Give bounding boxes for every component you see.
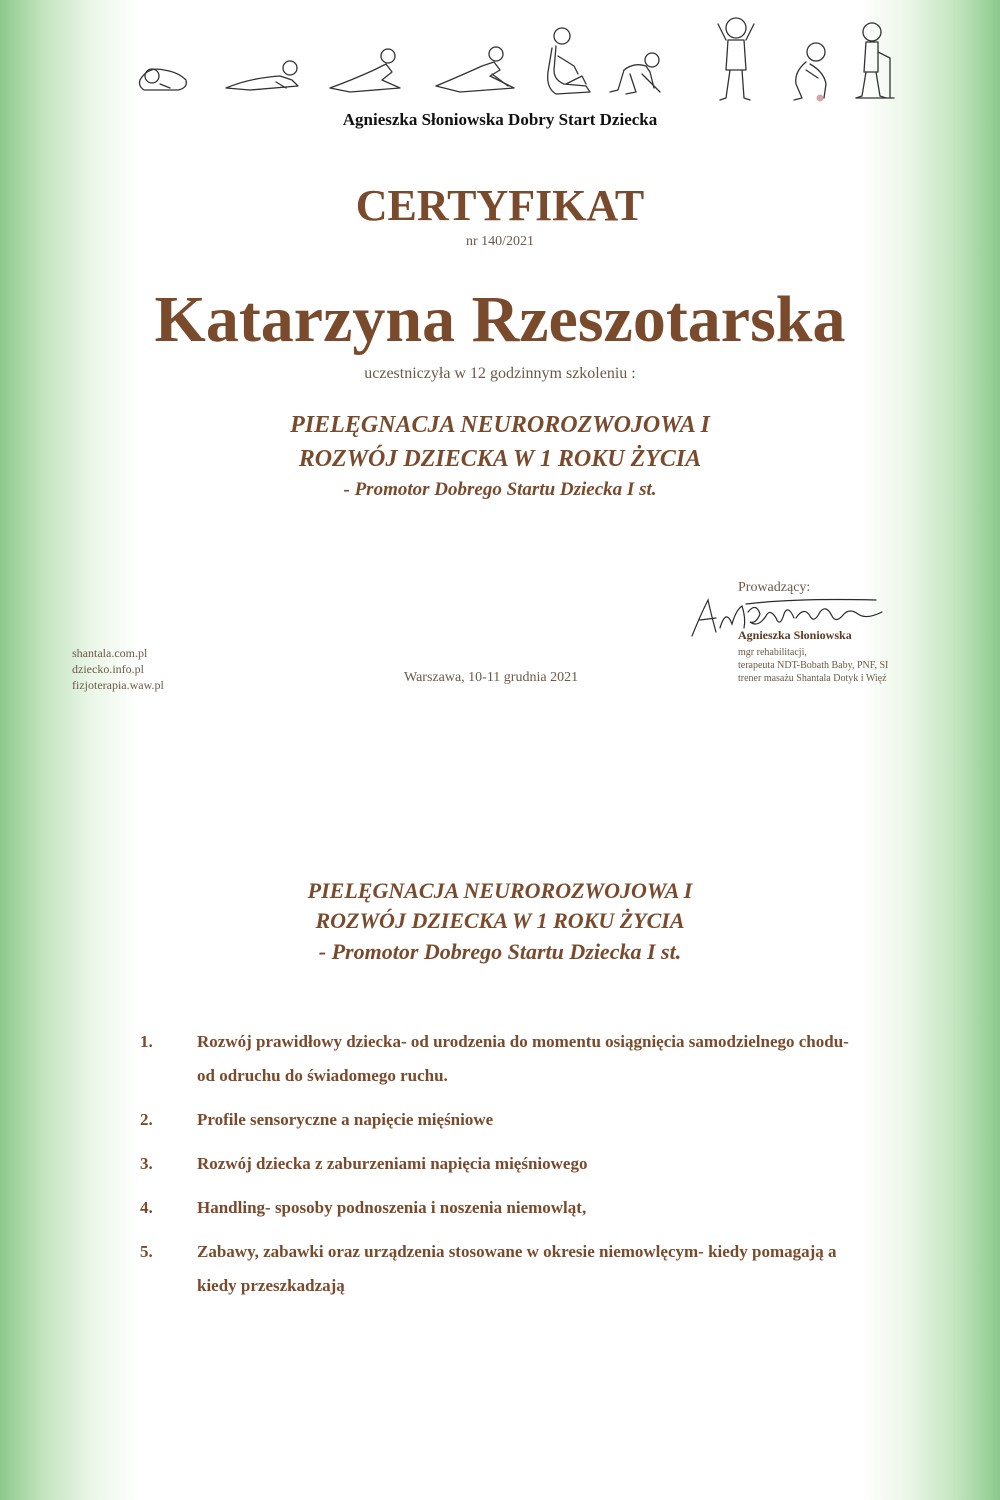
course-title-line-1: PIELĘGNACJA NEUROROZWOJOWA I <box>290 412 710 438</box>
trainer-name: Agnieszka Słoniowska <box>738 628 852 642</box>
head-lifting-baby-figure-icon <box>330 49 400 92</box>
program-item-number: 4. <box>140 1198 153 1217</box>
website-link: shantala.com.pl <box>72 646 148 660</box>
crawling-baby-figure-icon <box>610 53 660 94</box>
program-item-number: 1. <box>140 1032 153 1051</box>
website-link: dziecko.info.pl <box>72 662 144 676</box>
program-item-text: Handling- sposoby podnoszenia i noszenia niemowląt, <box>197 1198 587 1217</box>
program-item-number: 5. <box>140 1242 153 1261</box>
websites-list <box>72 645 164 693</box>
organization-name: Agnieszka Słoniowska Dobry Start Dziecka <box>342 110 658 129</box>
participation-text: uczestniczyła w 12 godzinnym szkoleniu : <box>364 365 636 382</box>
program-list <box>140 1025 860 1303</box>
trainer-credential-line: terapeuta NDT-Bobath Baby, PNF, SI <box>738 660 889 671</box>
place-and-date: Warszawa, 10-11 grudnia 2021 <box>404 670 579 685</box>
trainer-credentials <box>738 646 978 685</box>
walking-baby-figure-icon <box>856 23 894 98</box>
recipient-name: Katarzyna Rzeszotarska <box>154 283 846 356</box>
program-item <box>140 1191 860 1225</box>
program-item-text: Rozwój prawidłowy dziecka- od urodzenia do momentu osiągnięcia samodzielnego chodu- od odruchu do świadomego ruchu. <box>197 1032 849 1085</box>
trainer-label: Prowadzący: <box>738 580 811 595</box>
program-item <box>140 1147 860 1181</box>
push-up-baby-figure-icon <box>436 47 514 92</box>
program-subtitle: - Promotor Dobrego Startu Dziecka I st. <box>318 939 682 964</box>
program-item <box>140 1103 860 1137</box>
program-item <box>140 1025 860 1093</box>
sitting-baby-figure-icon <box>548 28 590 94</box>
program-title-line-1: PIELĘGNACJA NEUROROZWOJOWA I <box>307 878 693 903</box>
program-item <box>140 1235 860 1303</box>
course-title-line-2: ROZWÓJ DZIECKA W 1 ROKU ŻYCIA <box>298 446 702 472</box>
program-item-text: Zabawy, zabawki oraz urządzenia stosowane w okresie niemowlęcym- kiedy pomagają a kiedy przeszkadzają <box>197 1242 837 1295</box>
newborn-figure-icon <box>140 69 187 90</box>
trainer-credential-line: trener masażu Shantala Dotyk i Więź <box>738 673 887 684</box>
trainer-block <box>738 580 978 684</box>
standing-baby-figure-icon <box>718 18 754 100</box>
program-title-line-2: ROZWÓJ DZIECKA W 1 ROKU ŻYCIA <box>315 908 685 933</box>
certificate-title: CERTYFIKAT <box>355 181 645 230</box>
course-subtitle: - Promotor Dobrego Startu Dziecka I st. <box>343 479 657 500</box>
certificate-number: nr 140/2021 <box>465 234 535 249</box>
program-item-number: 3. <box>140 1154 153 1173</box>
trainer-credential-line: mgr rehabilitacji, <box>738 647 807 658</box>
program-item-text: Rozwój dziecka z zaburzeniami napięcia mięśniowego <box>197 1154 588 1173</box>
prone-baby-figure-icon <box>226 61 298 90</box>
squatting-baby-figure-icon <box>794 43 826 102</box>
program-item-text: Profile sensoryczne a napięcie mięśniowe <box>197 1110 494 1129</box>
baby-development-illustration <box>130 14 900 106</box>
website-link: fizjoterapia.waw.pl <box>72 678 164 692</box>
program-item-number: 2. <box>140 1110 153 1129</box>
